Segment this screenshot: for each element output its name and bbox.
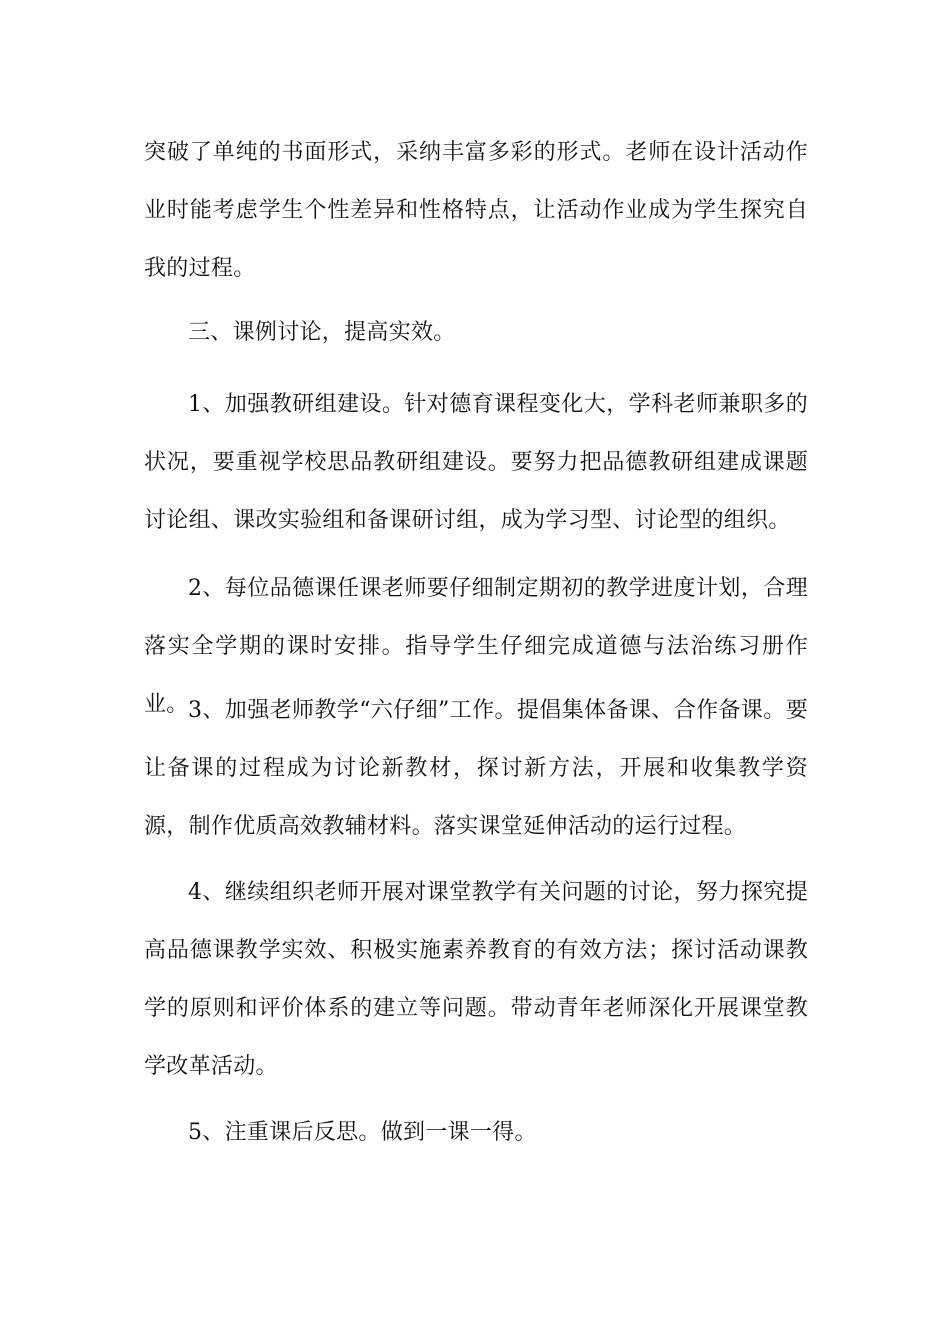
paragraph-item-2: 2、每位品德课任课老师要仔细制定期初的教学进度计划，合理落实全学期的课时安排。指导学生仔细完成道德与法治练习册作业。	[144, 576, 808, 717]
paragraph-item-4: 4、继续组织老师开展对课堂教学有关问题的讨论，努力探究提高品德课教学实效、积极实施素养教育的有效方法；探讨活动课教学的原则和评价体系的建立等问题。带动青年老师深化开展课堂教学改革活动。	[144, 880, 808, 1079]
paragraph-activity-homework: 突破了单纯的书面形式，采纳丰富多彩的形式。老师在设计活动作业时能考虑学生个性差异和性格特点，让活动作业成为学生探究自我的过程。	[144, 140, 808, 281]
section-heading-three: 三、课例讨论，提高实效。	[188, 320, 456, 345]
paragraph-item-1: 1、加强教研组建设。针对德育课程变化大，学科老师兼职多的状况，要重视学校思品教研组建设。要努力把品德教研组建成课题讨论组、课改实验组和备课研讨组，成为学习型、讨论型的组织。	[144, 392, 808, 533]
paragraph-item-5: 5、注重课后反思。做到一课一得。	[188, 1120, 537, 1145]
paragraph-item-3: 3、加强老师教学“六仔细”工作。提倡集体备课、合作备课。要让备课的过程成为讨论新教材，探讨新方法，开展和收集教学资源，制作优质高效教辅材料。落实课堂延伸活动的运行过程。	[144, 698, 808, 839]
document-page	[144, 0, 808, 1344]
